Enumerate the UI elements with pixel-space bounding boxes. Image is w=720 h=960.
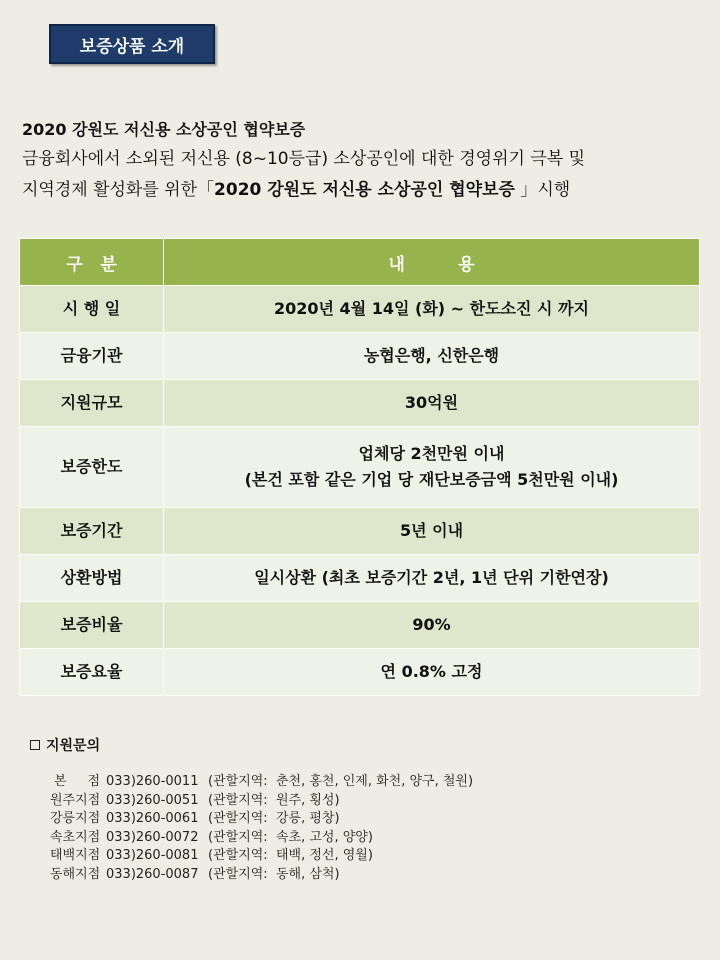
branch-name: 동해지점 [50,866,101,882]
contact-title [30,735,690,755]
table-row [20,508,700,555]
row-label: 보증요율 [20,649,164,696]
list-item [30,847,690,866]
row-value: 5년 이내 [164,508,700,555]
section-badge [49,24,215,64]
intro-line-2-suffix: 」시행 [514,180,571,200]
guarantee-info-table [19,238,700,696]
branch-phone: 033)260-0087 [106,866,199,882]
checkbox-icon [30,740,40,750]
row-value: 90% [164,602,700,649]
branch-name: 강릉지점 [50,811,101,827]
row-label: 시 행 일 [20,286,164,333]
table-row [20,602,700,649]
list-item [30,773,690,792]
intro-line-2-bold: 2020 강원도 저신용 소상공인 협약보증 [214,180,515,200]
row-value [164,427,700,508]
row-label: 금융기관 [20,333,164,380]
row-label: 지원규모 [20,380,164,427]
intro-title: 2020 강원도 저신용 소상공인 협약보증 [22,120,306,139]
intro-line-2 [22,175,702,206]
row-value-line-2: (본건 포함 같은 기업 당 재단보증금액 5천만원 이내) [244,470,619,489]
table-row [20,286,700,333]
table-row [20,649,700,696]
branch-area: (관할지역: 강릉, 평창) [208,811,340,827]
table-row [20,333,700,380]
row-label: 상환방법 [20,555,164,602]
intro-line-1: 금융회사에서 소외된 저신용 (8~10등급) 소상공인에 대한 경영위기 극복 및 [22,149,586,169]
row-value: 30억원 [164,380,700,427]
branch-phone: 033)260-0061 [106,811,199,827]
list-item [30,810,690,829]
intro-section [22,116,702,206]
branch-name: 태백지점 [50,848,101,864]
branch-area: (관할지역: 동해, 삼척) [208,866,340,882]
row-value: 일시상환 (최초 보증기간 2년, 1년 단위 기한연장) [164,555,700,602]
table-row [20,555,700,602]
branch-name-part: 점 [87,774,100,789]
contact-section [30,735,690,885]
table-row [20,427,700,508]
branch-area: (관할지역: 원주, 횡성) [208,792,340,808]
table-header-content: 내 용 [164,239,700,286]
branch-area: (관할지역: 춘천, 홍천, 인제, 화천, 양구, 철원) [208,774,474,789]
table-row [20,380,700,427]
branch-phone: 033)260-0072 [106,829,199,845]
row-value-line-1: 업체당 2천만원 이내 [358,444,505,463]
list-item [30,792,690,811]
branch-area: (관할지역: 속초, 고성, 양양) [208,829,373,845]
row-label: 보증한도 [20,427,164,508]
branch-name: 속초지점 [50,829,101,845]
row-value: 2020년 4월 14일 (화) ~ 한도소진 시 까지 [164,286,700,333]
branch-phone: 033)260-0011 [106,774,199,789]
branch-list [30,773,690,885]
table-header-row [20,239,700,286]
section-badge-label: 보증상품 소개 [79,36,185,57]
row-label: 보증기간 [20,508,164,555]
table-header-category: 구 분 [20,239,164,286]
branch-name-part: 본 [54,774,67,789]
branch-area: (관할지역: 태백, 정선, 영월) [208,848,373,864]
list-item [30,829,690,848]
branch-name [30,773,106,792]
row-label: 보증비율 [20,602,164,649]
list-item [30,866,690,885]
intro-line-2-prefix: 지역경제 활성화를 위한「 [22,180,215,200]
branch-name: 원주지점 [50,792,101,808]
contact-title-label: 지원문의 [46,738,101,754]
branch-phone: 033)260-0051 [106,792,199,808]
row-value: 연 0.8% 고정 [164,649,700,696]
branch-phone: 033)260-0081 [106,848,199,864]
row-value: 농협은행, 신한은행 [164,333,700,380]
